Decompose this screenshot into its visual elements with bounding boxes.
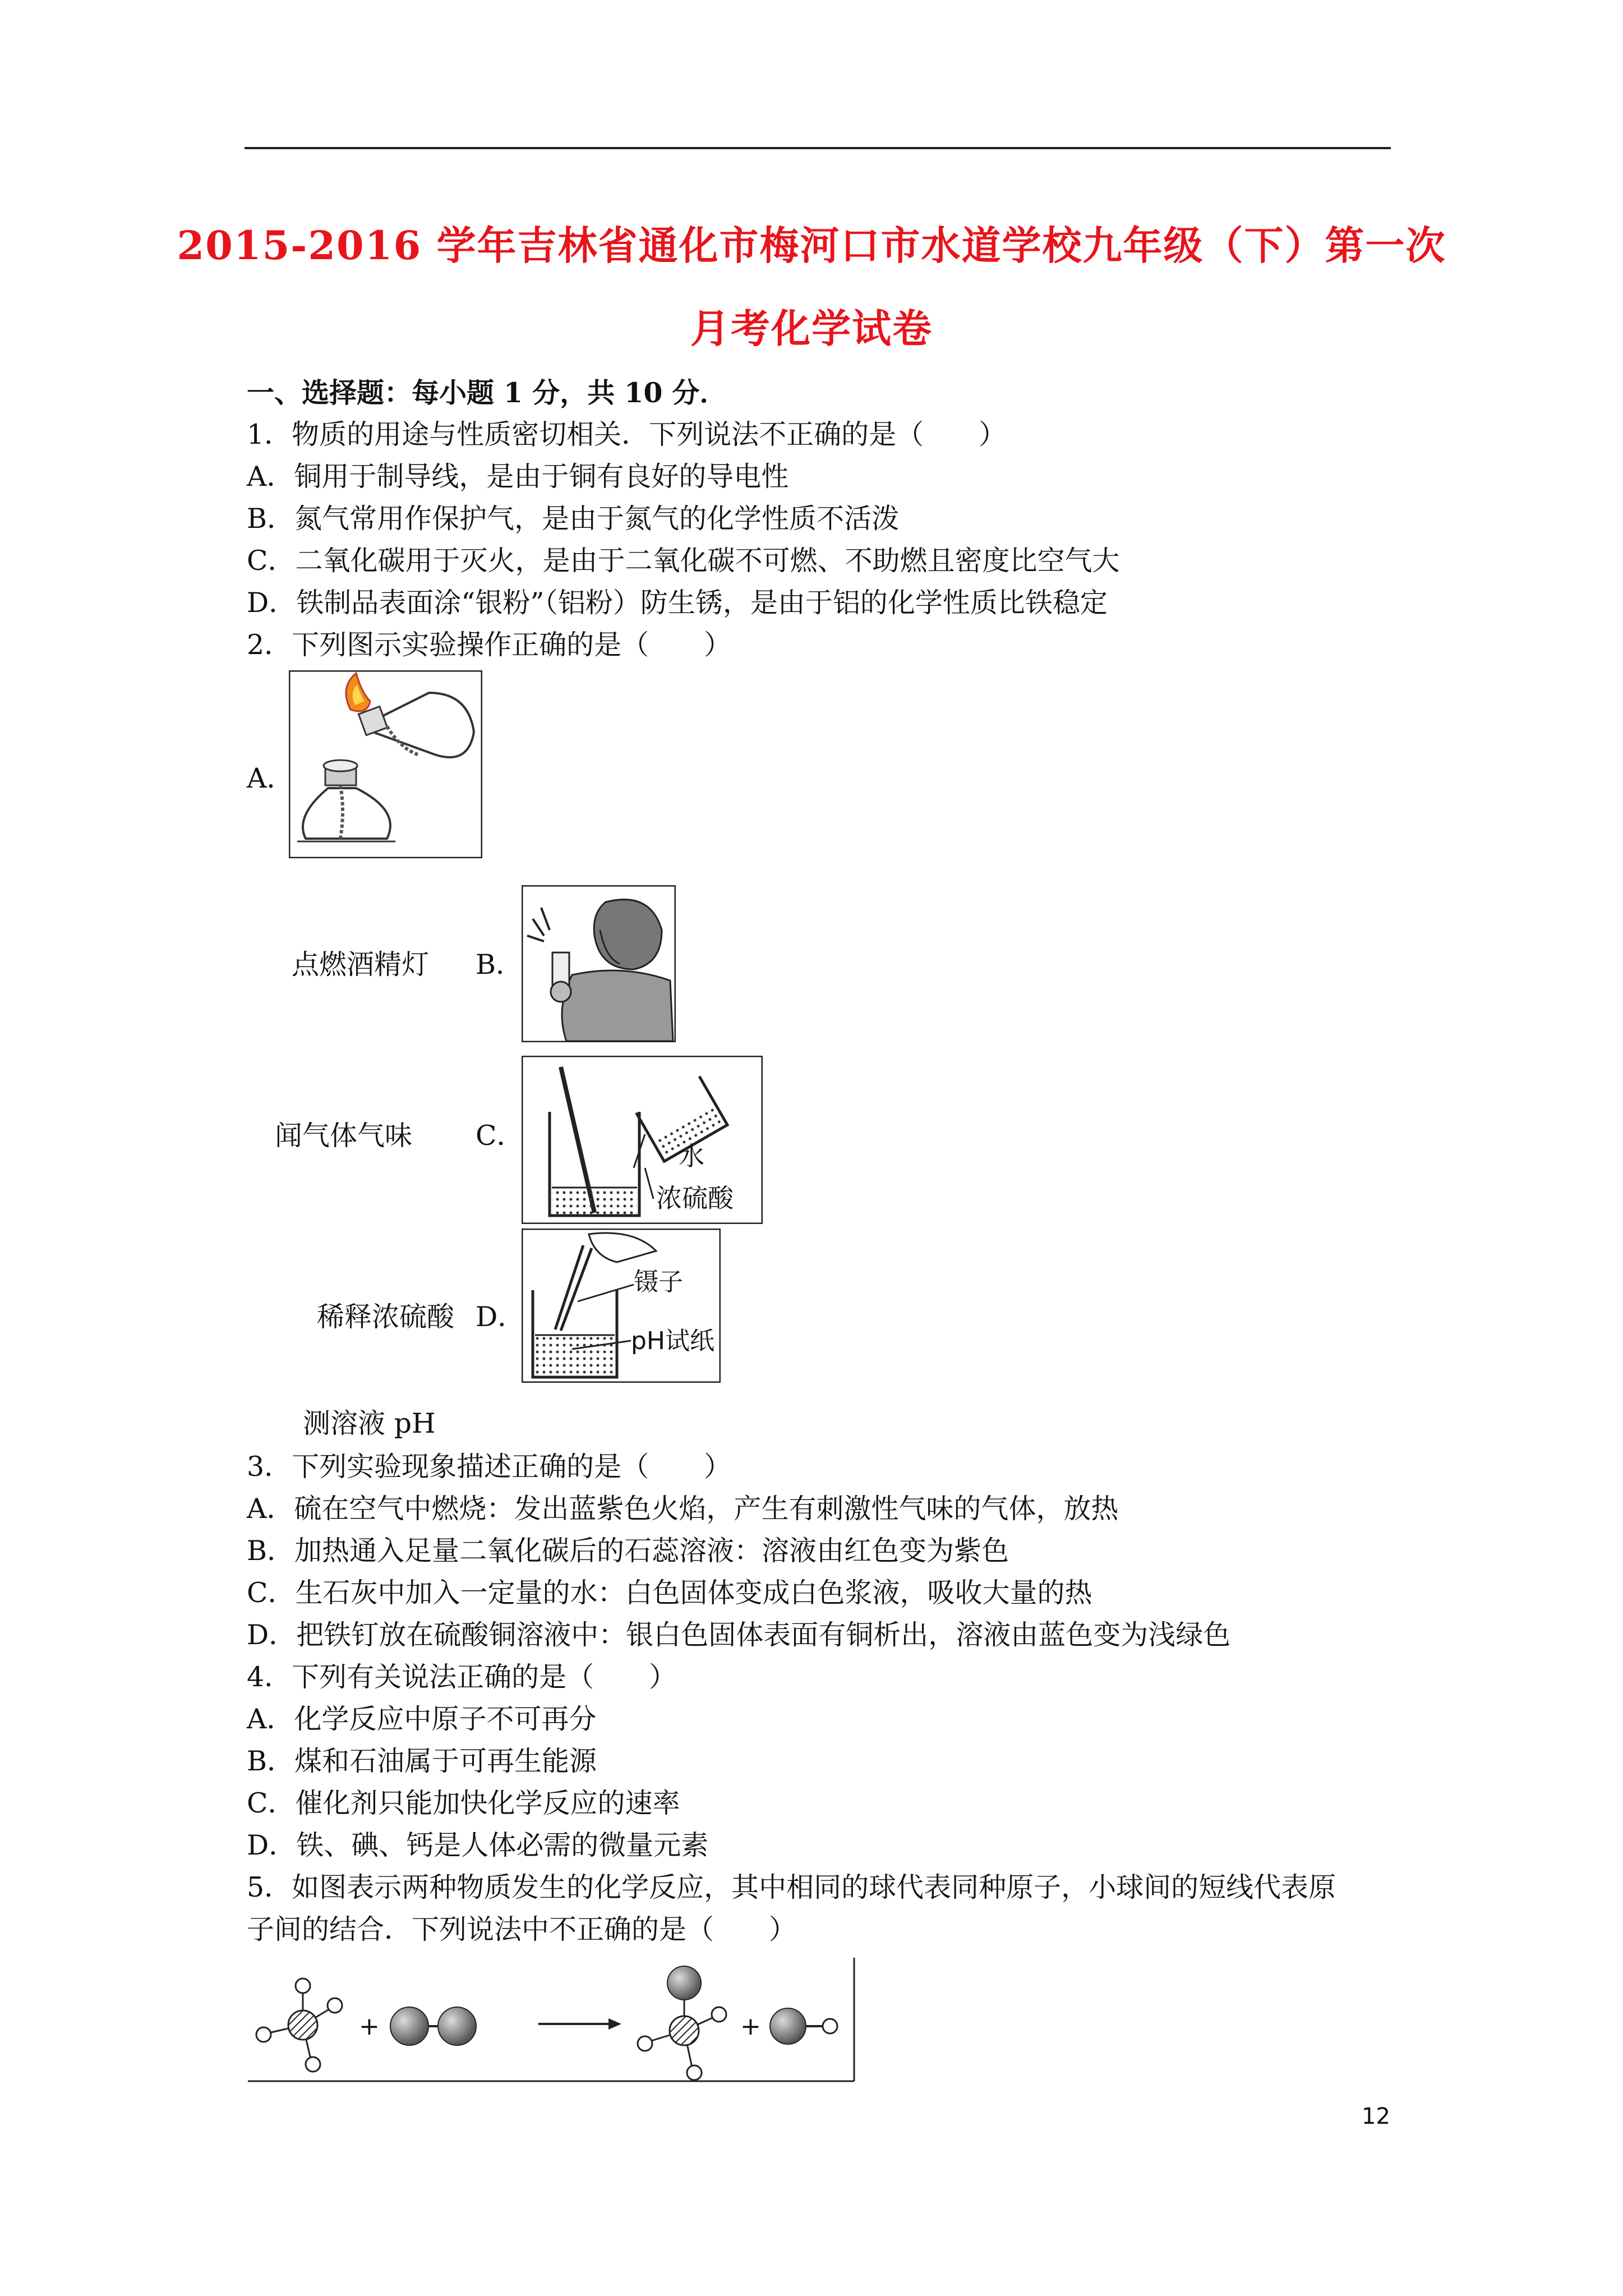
- q2-option-b-label: B．: [476, 949, 524, 981]
- label-ph-paper: pH试纸: [631, 1327, 715, 1355]
- q1-option-c: C．二氧化碳用于灭火，是由于二氧化碳不可燃、不助燃且密度比空气大: [247, 545, 1120, 577]
- smell-gas-figure: [522, 885, 676, 1042]
- q3-option-b: B．加热通入足量二氧化碳后的石蕊溶液：溶液由红色变为紫色: [247, 1535, 1009, 1567]
- q1-stem: 1．物质的用途与性质密切相关．下列说法不正确的是（ ）: [247, 418, 1007, 450]
- q2-option-a-label: A．: [247, 762, 294, 794]
- plus-sign-2: +: [740, 2012, 761, 2041]
- label-water: 水: [679, 1141, 704, 1171]
- section-heading: 一、选择题：每小题 1 分，共 10 分．: [247, 376, 727, 409]
- q4-option-a: A．化学反应中原子不可再分: [247, 1703, 597, 1735]
- ph-test-figure: [522, 1228, 721, 1383]
- dilute-acid-figure: [522, 1056, 763, 1224]
- q2-stem: 2．下列图示实验操作正确的是（ ）: [247, 629, 732, 661]
- page-number: 12: [1362, 2104, 1390, 2129]
- q4-option-d: D．铁、碘、钙是人体必需的微量元素: [247, 1829, 709, 1861]
- q1-option-d: D．铁制品表面涂“银粉”（铝粉）防生锈，是由于铝的化学性质比铁稳定: [247, 587, 1108, 619]
- plus-sign-1: +: [359, 2012, 380, 2041]
- header-rule: [245, 147, 1391, 149]
- q1-option-b: B．氮气常用作保护气，是由于氮气的化学性质不活泼: [247, 503, 900, 535]
- exam-title-line1: 2015-2016 学年吉林省通化市梅河口市水道学校九年级（下）第一次: [177, 222, 1446, 269]
- q3-stem: 3．下列实验现象描述正确的是（ ）: [247, 1451, 732, 1483]
- molecule-reaction-figure: [247, 1955, 855, 2084]
- q4-stem: 4．下列有关说法正确的是（ ）: [247, 1661, 677, 1693]
- alcohol-lamp-figure: [289, 670, 482, 858]
- q5-stem-line2: 子间的结合．下列说法中不正确的是（ ）: [247, 1913, 797, 1945]
- q2-option-d-label: D．: [476, 1301, 525, 1333]
- methane-molecule: [256, 1978, 342, 2072]
- q2-option-c-label: C．: [476, 1120, 524, 1152]
- q4-option-b: B．煤和石油属于可再生能源: [247, 1745, 597, 1777]
- chloromethane-molecule: [638, 1966, 726, 2080]
- q2-option-a-caption: 点燃酒精灯: [292, 949, 430, 981]
- exam-title-line2: 月考化学试卷: [690, 305, 933, 352]
- q2-option-d-caption: 测溶液 pH: [303, 1407, 436, 1439]
- q4-option-c: C．催化剂只能加快化学反应的速率: [247, 1787, 680, 1819]
- label-tweezers: 镊子: [634, 1268, 683, 1296]
- q3-option-c: C．生石灰中加入一定量的水：白色固体变成白色浆液，吸收大量的热: [247, 1577, 1092, 1609]
- reaction-arrow: [538, 2018, 621, 2030]
- q5-stem-line1: 5．如图表示两种物质发生的化学反应，其中相同的球代表同种原子，小球间的短线代表原: [247, 1871, 1336, 1903]
- hydrogen-chloride-molecule: [770, 2008, 837, 2044]
- q2-option-c-caption: 稀释浓硫酸: [317, 1301, 455, 1333]
- q1-option-a: A．铜用于制导线，是由于铜有良好的导电性: [247, 461, 789, 493]
- q3-option-a: A．硫在空气中燃烧：发出蓝紫色火焰，产生有刺激性气味的气体，放热: [247, 1493, 1119, 1525]
- q2-option-b-caption: 闻气体气味: [275, 1120, 413, 1152]
- q3-option-d: D．把铁钉放在硫酸铜溶液中：银白色固体表面有铜析出，溶液由蓝色变为浅绿色: [247, 1619, 1231, 1651]
- label-conc-acid: 浓硫酸: [656, 1183, 734, 1213]
- chlorine-molecule: [390, 2007, 476, 2045]
